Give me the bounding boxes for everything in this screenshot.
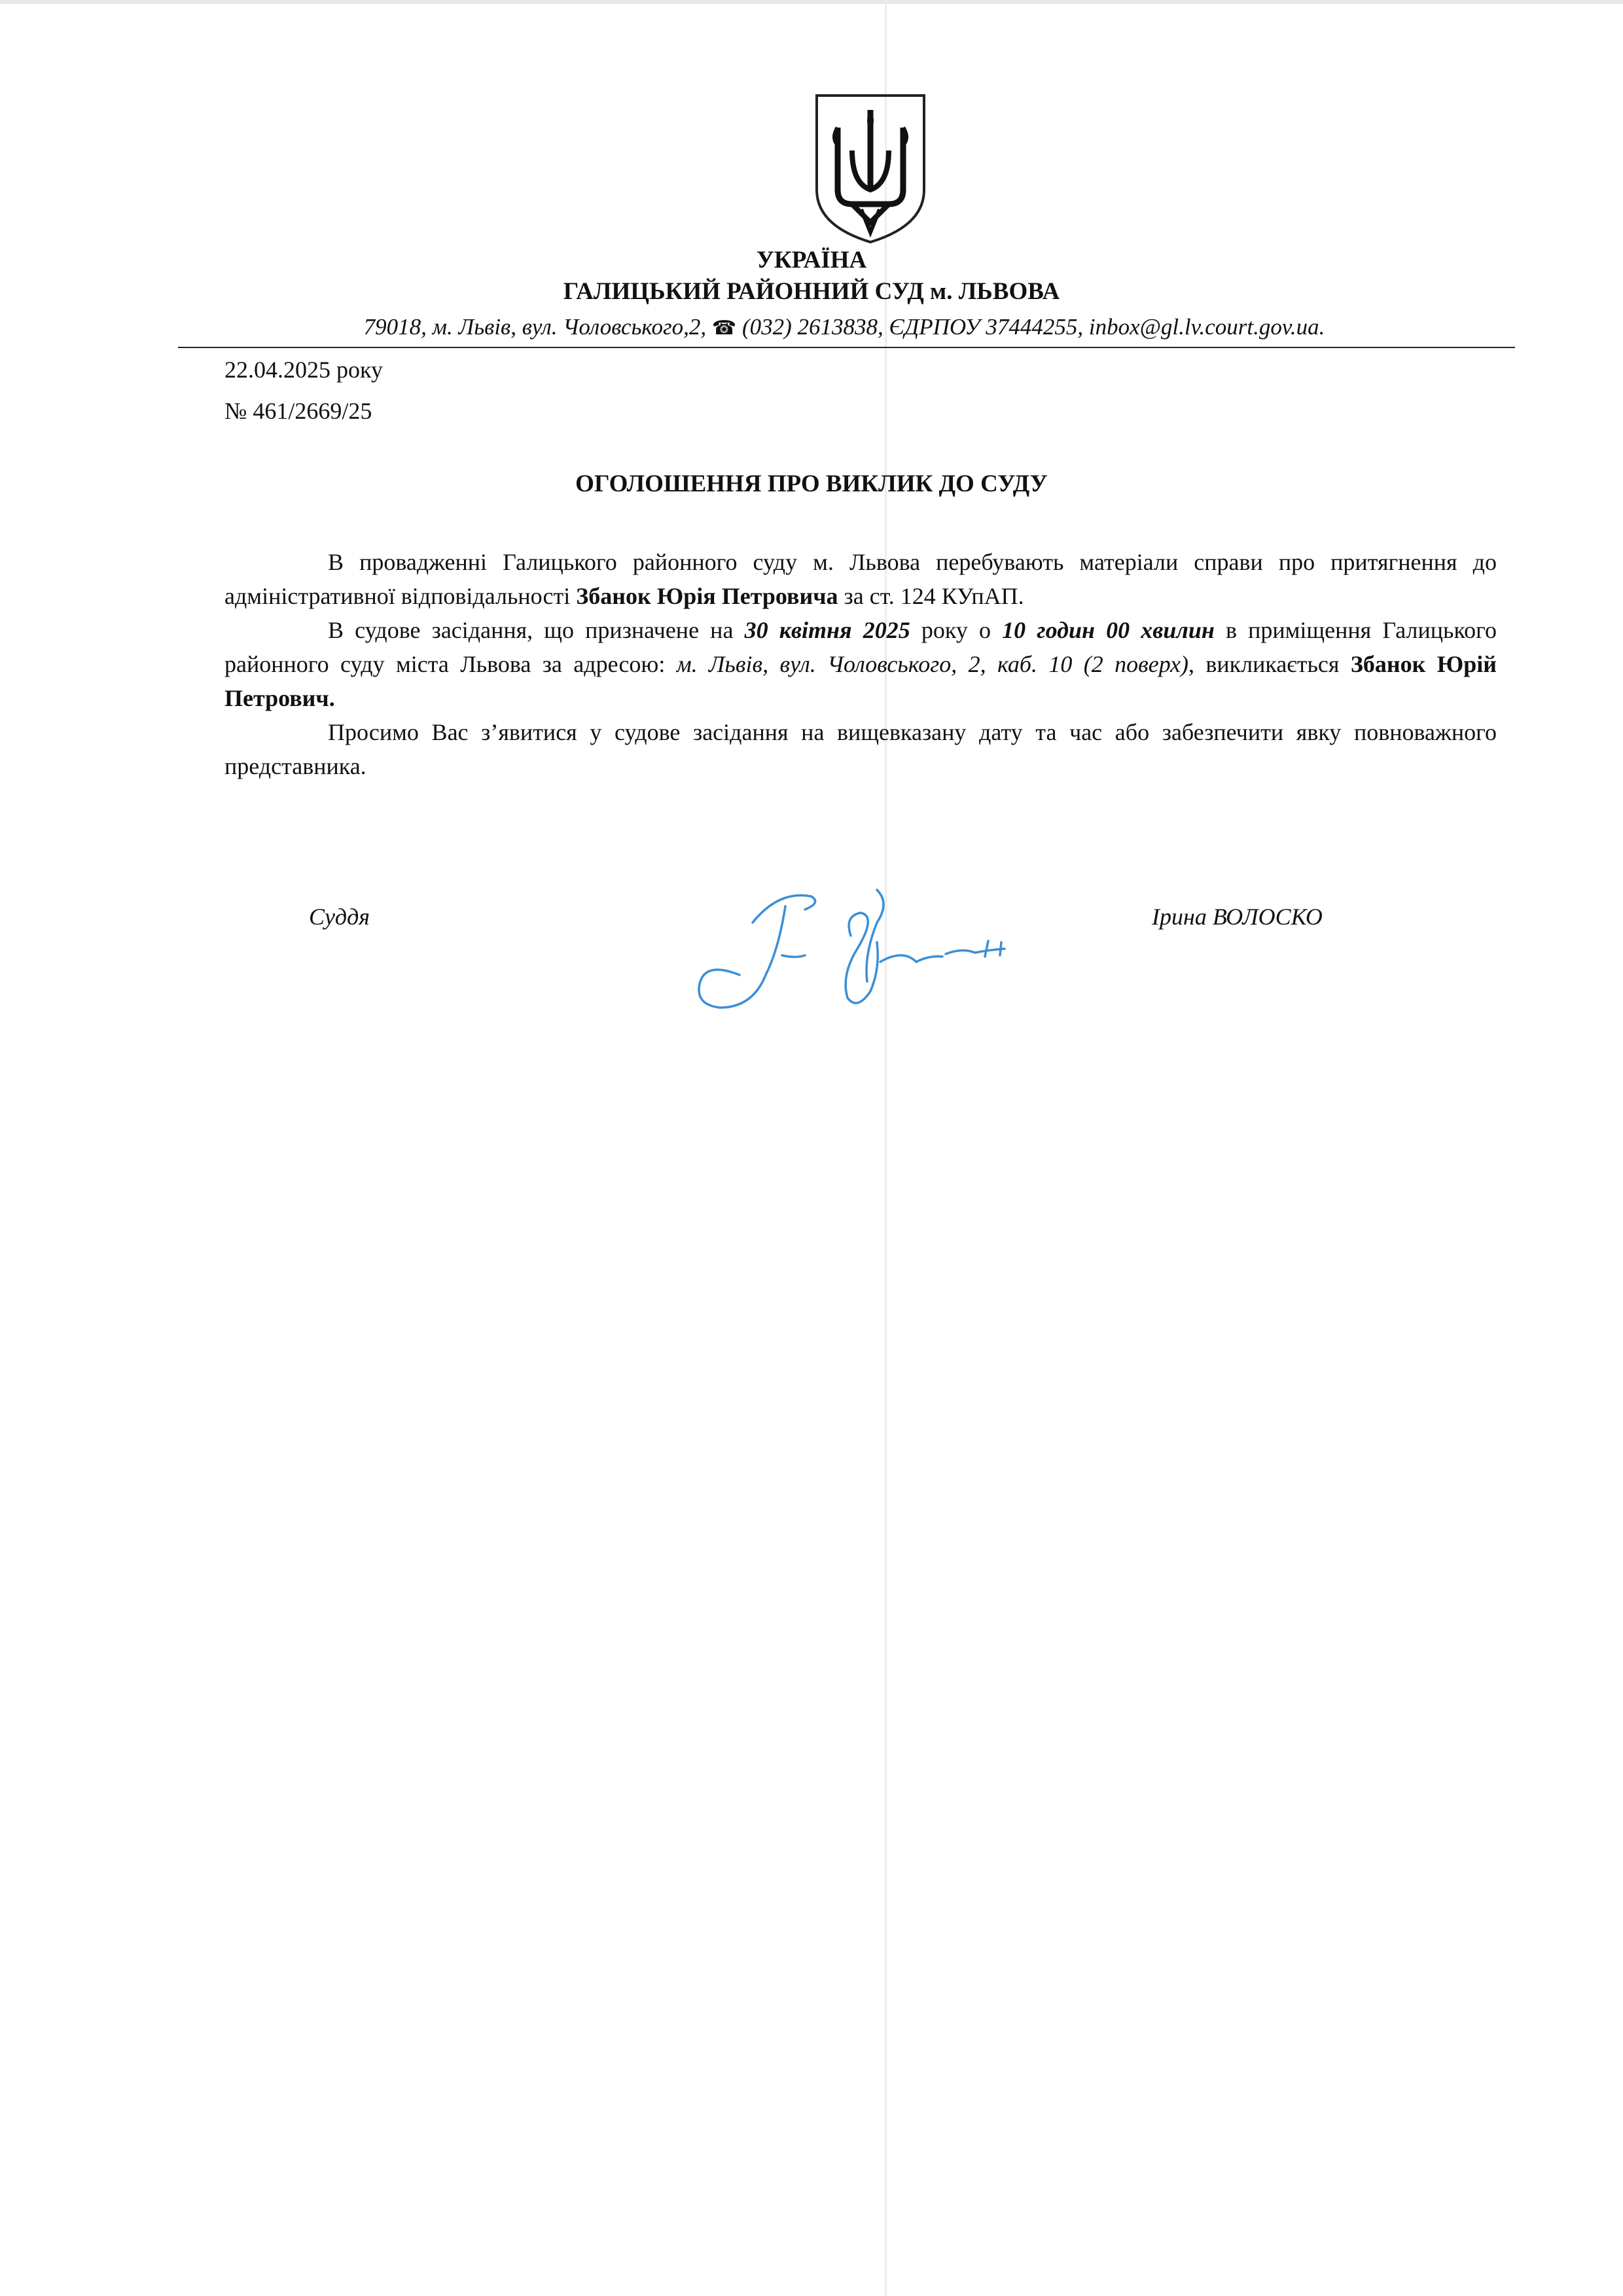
signatory-role: Суддя — [309, 904, 370, 930]
contacts-phone-and-email: (032) 2613838, ЄДРПОУ 37444255, inbox@gl.lv.court.gov.ua. — [736, 314, 1325, 340]
paragraph-request: Просимо Вас з’явитися у судове засідання на вищевказану дату та час або забезпечити явку повноважного представника. — [224, 719, 1497, 779]
hearing-address: м. Львів, вул. Чоловського, 2, каб. 10 (2 поверх) — [676, 651, 1189, 677]
paragraph-summons — [224, 613, 1497, 715]
court-contacts — [216, 313, 1472, 343]
paragraph-text: , викликається — [1188, 651, 1351, 677]
contacts-address: 79018, м. Львів, вул. Чоловського,2, — [363, 314, 712, 340]
document-title: ОГОЛОШЕННЯ ПРО ВИКЛИК ДО СУДУ — [575, 470, 1048, 497]
telephone-icon: ☎ — [711, 317, 737, 339]
paragraph-text: року о — [910, 617, 1003, 643]
handwritten-signature — [681, 877, 1034, 1034]
paragraph-text: В судове засідання, що призначене на — [328, 617, 745, 643]
hearing-time: 10 годин 00 хвилин — [1002, 617, 1215, 643]
scan-edge — [0, 0, 1623, 4]
paragraph-text: В провадженні Галицького районного суду м. Львова перебувають матеріали справи про притягнення до адміністративної відповідальності — [224, 549, 1497, 609]
trident-coat-of-arms-icon — [812, 92, 929, 245]
scan-fold-line — [885, 0, 887, 2296]
paragraph-text: за ст. 124 КУпАП. — [838, 583, 1024, 609]
court-name: ГАЛИЦЬКИЙ РАЙОННИЙ СУД м. ЛЬВОВА — [563, 278, 1060, 305]
hearing-date: 30 квітня 2025 — [744, 617, 910, 643]
signatory-name: Ірина ВОЛОСКО — [1152, 904, 1323, 930]
document-date: 22.04.2025 року — [224, 357, 383, 383]
paragraph-case-info — [224, 545, 1497, 613]
document-body — [224, 545, 1497, 783]
summoned-person-name: Збанок Юрій Петрович. — [224, 651, 1497, 711]
defendant-name: Збанок Юрія Петровича — [576, 583, 838, 609]
country-name: УКРАЇНА — [756, 247, 867, 274]
case-number: № 461/2669/25 — [224, 398, 372, 424]
paragraph-text: в приміщення Галицького районного суду міста Львова за адресою: — [224, 617, 1497, 677]
letterhead-divider — [178, 347, 1515, 348]
